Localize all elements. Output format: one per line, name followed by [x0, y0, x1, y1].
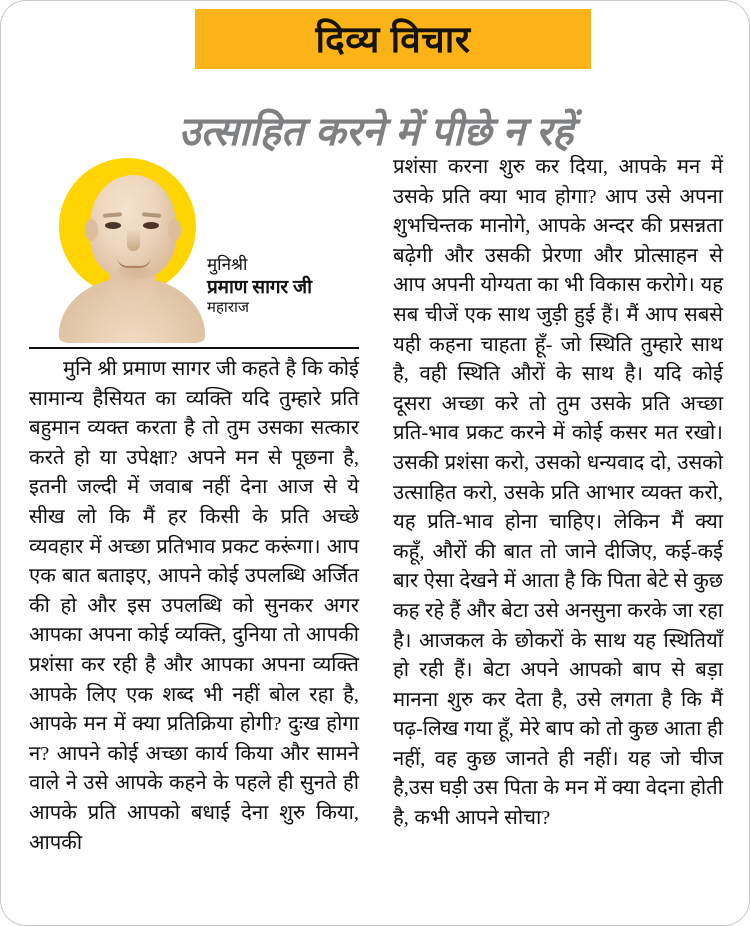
portrait-ear-right	[168, 219, 181, 241]
portrait-figure	[29, 153, 359, 343]
article-body-left: मुनि श्री प्रमाण सागर जी कहते है कि कोई सामान्य हैसियत का व्यक्ति यदि तुम्हारे प्रति बहुमान व्यक्त करता है तो तुम उसका सत्कार करते हो या उपेक्षा? अपने मन से पूछना है, इतनी जल्दी में जवाब नहीं देना आज से ये सीख लो कि मैं हर किसी के प्रति अच्छे व्यवहार में अच्छा प्रतिभाव प्रकट करूंगा। आप एक बात बताइए, आपने कोई उपलब्धि अर्जित की हो और इस उपलब्धि को सुनकर अगर आपका अपना कोई व्यक्ति, दुनिया तो आपकी प्रशंसा कर रही है और आपका अपना व्यक्ति आपके लिए एक शब्द भी नहीं बोल रहा है, आपके मन में क्या प्रतिक्रिया होगी? दुःख होगा न? आपने कोई अच्छा कार्य किया और सामने वाले ने उसे आपके कहने के पहले ही सुनते ही आपके प्रति आपको बधाई देना शुरु किया, आपकी	[29, 358, 359, 854]
portrait-block	[29, 153, 359, 343]
portrait-eye-left	[105, 222, 121, 229]
caption-name: प्रमाण सागर जी	[207, 276, 312, 298]
masthead-title: दिव्य विचार	[315, 18, 471, 60]
right-column	[393, 153, 723, 893]
caption-prefix: मुनिश्री	[207, 255, 248, 274]
masthead-banner	[195, 9, 591, 69]
caption-suffix: महाराज	[207, 298, 249, 316]
article-columns	[29, 153, 723, 893]
portrait-nose	[127, 229, 140, 251]
monk-portrait-image	[57, 167, 207, 343]
portrait-eye-right	[143, 222, 159, 229]
caption-divider	[29, 347, 359, 349]
portrait-ear-left	[85, 219, 98, 241]
headline: उत्साहित करने में पीछे न रहें	[178, 109, 574, 154]
article-body-right: प्रशंसा करना शुरु कर दिया, आपके मन में उसके प्रति क्या भाव होगा? आप उसे अपना शुभचिन्तक मानोगे, आपके अन्दर की प्रसन्नता बढ़ेगी और उसकी प्रेरणा और प्रोत्साहन से आप अपनी योग्यता का भी विकास करोगे। यह सब चीजें एक साथ जुड़ी हुई हैं। मैं आप सबसे यही कहना चाहता हूँ- जो स्थिति तुम्हारे साथ है, वही स्थिति औरों के साथ है। यदि कोई दूसरा अच्छा करे तो तुम उसके प्रति अच्छा प्रति-भाव प्रकट करने में कोई कसर मत रखो। उसकी प्रशंसा करो, उसको धन्यवाद दो, उसको उत्साहित करो, उसके प्रति आभार व्यक्त करो, यह प्रति-भाव होना चाहिए। लेकिन मैं क्या कहूँ, औरों की बात तो जाने दीजिए, कई-कई बार ऐसा देखने में आता है कि पिता बेटे से कुछ कह रहे हैं और बेटा उसे अनसुना करके जा रहा है। आजकल के छोकरों के साथ यह स्थितियाँ हो रही हैं। बेटा अपने आपको बाप से बड़ा मानना शुरु कर देता है, उसे लगता है कि मैं पढ़-लिख गया हूँ, मेरे बाप को तो कुछ आता ही नहीं, वह कुछ जानते ही नहीं। यह जो चीज है,उस घड़ी उस पिता के मन में क्या वेदना होती है, कभी आपने सोचा?	[393, 156, 723, 830]
left-column	[29, 153, 359, 893]
portrait-caption	[207, 255, 359, 317]
portrait-chin	[112, 265, 156, 281]
